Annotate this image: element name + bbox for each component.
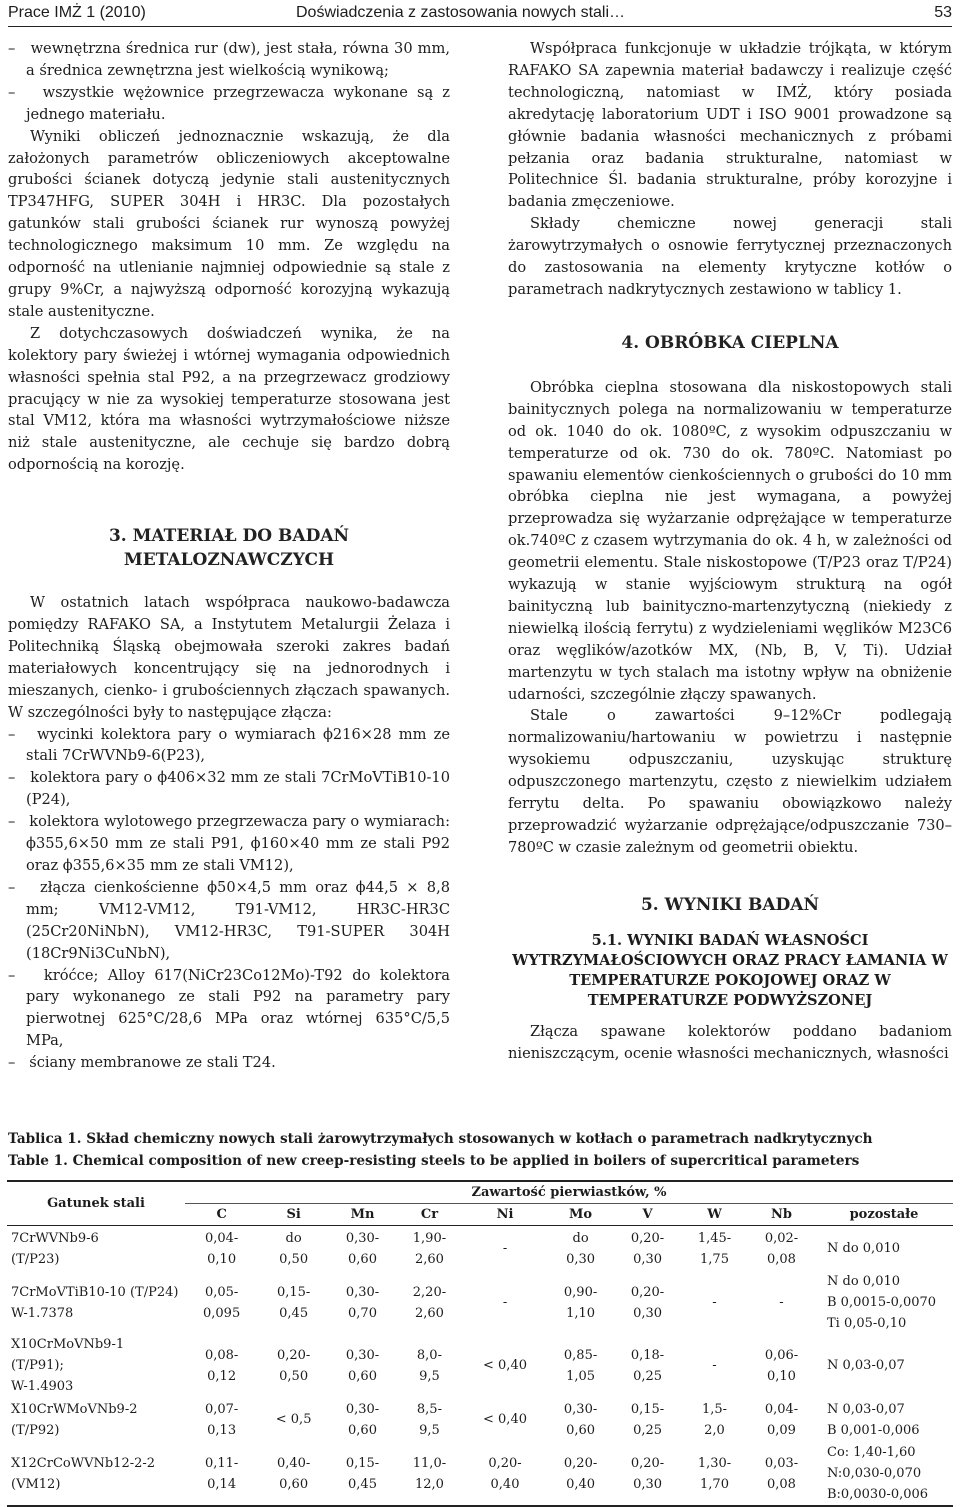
value-cell: < 0,40 bbox=[483, 1358, 527, 1373]
other-elements-cell: N 0,03-0,07 B 0,001-0,006 bbox=[827, 1401, 920, 1438]
value-cell: 0,18- 0,25 bbox=[630, 1347, 665, 1384]
value-cell: 0,04- 0,10 bbox=[204, 1230, 239, 1267]
section-heading: 5. WYNIKI BADAŃ bbox=[640, 894, 820, 915]
table-row bbox=[7, 1397, 953, 1442]
list-item: – ściany membranowe ze stali T24. bbox=[8, 1054, 276, 1072]
column-header: Cr bbox=[396, 1204, 463, 1226]
value-cell: 0,30- 0,60 bbox=[345, 1230, 380, 1267]
value-cell: 0,02- 0,08 bbox=[764, 1230, 799, 1267]
column-header: Ni bbox=[463, 1204, 547, 1226]
value-cell: 1,90- 2,60 bbox=[412, 1230, 447, 1267]
value-cell: - bbox=[712, 1295, 717, 1310]
subsection-heading: 5.1. WYNIKI BADAŃ WŁASNOŚCI WYTRZYMAŁOŚCIOWYCH ORAZ PRACY ŁAMANIA W TEMPERATURZE POKOJOWEJ ORAZ W TEMPERATURZE PODWYŻSZONEJ bbox=[512, 931, 948, 1009]
other-elements-cell: N 0,03-0,07 bbox=[827, 1358, 905, 1373]
grade-cell: 7CrWVNb9-6 (T/P23) bbox=[11, 1230, 99, 1267]
value-cell: 0,30- 0,60 bbox=[345, 1347, 380, 1384]
paragraph: Obróbka cieplna stosowana dla niskostopowych stali bainitycznych polega na normalizowaniu w temperaturze od ok. 1040 do ok. 1080ºC, z wysokim odpuszczaniu w temperaturze od ok. 730 do ok. 780ºC. Natomiast po spawaniu elementów cienkościennych o grubości do 10 mm obróbka cieplna nie jest wymagana, a powyżej przeprowadza się wyżarzanie odprężające w temperaturze ok.740ºC z czasem wytrzymania do ok. 4 h, w zależności od geometrii elementu. Stale niskostopowe (T/P23 oraz T/P24) wykazują w stanie wyjściowym strukturą na ogół bainityczną lub bainityczno-martenzytyczną (niekiedy z niewielką ilością ferrytu) z wydzieleniami węglików M23C6 oraz węglików/azotków MX, (Nb, B, V, Ti). Udział martenzytu w tych stalach ma istotny wpływ na obniżenie udarności, szczególnie złączy spawanych. bbox=[508, 378, 952, 703]
list-item: – kolektora wylotowego przegrzewacza pary o wymiarach: ϕ355,6×50 mm ze stali P91, ϕ160×40 mm ze stali P92 oraz ϕ355,6×35 mm ze stali VM12), bbox=[8, 813, 450, 874]
grade-cell: X10CrWMoVNb9-2 (T/P92) bbox=[11, 1401, 138, 1438]
value-cell: 0,30- 0,60 bbox=[345, 1401, 380, 1438]
paragraph: Współpraca funkcjonuje w układzie trójkąta, w którym RAFAKO SA zapewnia materiał badawczy i realizuje część technologiczną, natomiast w IMŻ, który posiada akredytację laboratorium UDT i ISO 9001 prowadzone są głównie badania własności mechanicznych z próbami pełzania oraz badania strukturalne, natomiast w Politechnice Śl. badania strukturalne, próby korozyjne i badania zmęczeniowe. bbox=[508, 40, 952, 211]
value-cell: 0,04- 0,09 bbox=[764, 1401, 799, 1438]
running-header bbox=[8, 4, 952, 26]
left-column bbox=[8, 38, 450, 1074]
list-item: – wewnętrzna średnica rur (dw), jest stała, równa 30 mm, a średnica zewnętrzna jest wielkością wynikową; bbox=[8, 40, 451, 79]
value-cell: 1,45- 1,75 bbox=[697, 1230, 732, 1267]
value-cell: - bbox=[502, 1295, 508, 1310]
column-header: Mn bbox=[329, 1204, 396, 1226]
value-cell: 2,20- 2,60 bbox=[412, 1284, 447, 1321]
value-cell: 0,11- 0,14 bbox=[185, 1442, 258, 1506]
value-cell: 0,20- 0,30 bbox=[630, 1230, 665, 1267]
right-column bbox=[508, 38, 952, 1065]
value-cell: 8,0- 9,5 bbox=[416, 1347, 442, 1384]
value-cell: 0,15- 0,45 bbox=[276, 1284, 311, 1321]
journal-issue: Prace IMŻ 1 (2010) bbox=[8, 4, 146, 21]
value-cell: 0,06- 0,10 bbox=[764, 1347, 799, 1384]
running-title: Doświadczenia z zastosowania nowych stali… bbox=[296, 4, 626, 21]
value-cell: do 0,30 bbox=[566, 1230, 596, 1267]
section-heading: 3. MATERIAŁ DO BADAŃ METALOZNAWCZYCH bbox=[108, 526, 350, 571]
value-cell: 0,20- 0,40 bbox=[547, 1442, 614, 1506]
column-header: Nb bbox=[748, 1204, 815, 1226]
grade-cell: X10CrMoVNb9-1 (T/P91); W-1.4903 bbox=[11, 1337, 125, 1394]
table-caption-pl: Tablica 1. Skład chemiczny nowych stali żarowytrzymałych stosowanych w kotłach o parametrach nadkrytycznych bbox=[8, 1131, 873, 1147]
grade-cell: 7CrMoVTiB10-10 (T/P24) W-1.7378 bbox=[11, 1284, 179, 1321]
list-item: – króćce; Alloy 617(NiCr23Co12Mo)-T92 do kolektora pary wykonanego ze stali P92 na parametry pary pierwotnej 625°C/28,6 MPa oraz wtórnej 635°C/5,5 MPa, bbox=[8, 966, 451, 1050]
value-cell: - bbox=[712, 1358, 717, 1373]
value-cell: 0,90- 1,10 bbox=[563, 1284, 598, 1321]
value-cell: - bbox=[779, 1295, 784, 1310]
value-cell: 0,30- 0,70 bbox=[345, 1284, 380, 1321]
grade-header: Gatunek stali bbox=[7, 1181, 185, 1226]
paragraph: Wyniki obliczeń jednoznacznie wskazują, że dla założonych parametrów obliczeniowych akceptowalne grubości ścianek dotyczą jedynie stali austenitycznych TP347HFG, SUPER 304H i HR3C. Dla pozostałych gatunków stali grubości ścianek rur wynoszą powyżej technologicznego maksimum 10 mm. Ze względu na odporność na utlenianie najmniej odpowiednie są stale z grupy 9%Cr, a najwyższą odporność korozyjną wykazują stale austenityczne. bbox=[8, 127, 450, 320]
table-row bbox=[7, 1271, 953, 1334]
paragraph: W ostatnich latach współpraca naukowo-badawcza pomiędzy RAFAKO SA, a Instytutem Metalurgii Żelaza i Politechniką Śląską obejmowała szeroki zakres badań materiałowych koncentrujący się na jednorodnych i mieszanych, cienko- i grubościennych złączach spawanych. W szczególności były to następujące złącza: bbox=[8, 594, 450, 721]
value-cell: 1,30- 1,70 bbox=[681, 1442, 748, 1506]
paragraph: Z dotychczasowych doświadczeń wynika, że na kolektory pary świeżej i wtórnej wymagania odpowiednich własności spełnia stal P92, a na przegrzewacz grodziowy pracujący w nie za wysokiej temperaturze stosowana jest stal VM12, która ma własności wytrzymałościowe niższe niż stale austenityczne, ale cechuje się bardzo dobrą odpornością na korozję. bbox=[8, 324, 450, 474]
column-header: pozostałe bbox=[815, 1204, 953, 1226]
value-cell: 0,20- 0,40 bbox=[463, 1442, 547, 1506]
value-cell: < 0,5 bbox=[275, 1412, 312, 1427]
value-cell: < 0,40 bbox=[483, 1412, 527, 1427]
list-item: – złącza cienkościenne ϕ50×4,5 mm oraz ϕ44,5 × 8,8 mm; VM12-VM12, T91-VM12, HR3C-HR3C (25Cr20NiNbN), VM12-HR3C, T91-SUPER 304H (18Cr9Ni3CuNbN), bbox=[8, 878, 450, 962]
other-elements-cell: N do 0,010 B 0,0015-0,0070 Ti 0,05-0,10 bbox=[827, 1274, 937, 1331]
value-cell: 0,30- 0,60 bbox=[563, 1401, 598, 1438]
value-cell: 8,5- 9,5 bbox=[416, 1401, 442, 1438]
table-captions bbox=[8, 1128, 952, 1172]
value-cell: do 0,50 bbox=[279, 1230, 309, 1267]
list-item: – kolektora pary o ϕ406×32 mm ze stali 7CrMoVTiB10-10 (P24), bbox=[8, 769, 451, 809]
value-cell: 0,15- 0,45 bbox=[329, 1442, 396, 1506]
value-cell: 0,20- 0,50 bbox=[276, 1347, 311, 1384]
value-cell: 0,03- 0,08 bbox=[748, 1442, 815, 1506]
value-cell: 0,20- 0,30 bbox=[630, 1284, 665, 1321]
value-cell: 1,5- 2,0 bbox=[701, 1401, 728, 1438]
column-header: V bbox=[614, 1204, 681, 1226]
value-cell: 0,07- 0,13 bbox=[204, 1401, 239, 1438]
other-elements-cell: N do 0,010 bbox=[827, 1241, 901, 1256]
section-heading: 4. OBRÓBKA CIEPLNA bbox=[621, 332, 839, 353]
column-header: C bbox=[185, 1204, 258, 1226]
value-cell: 0,08- 0,12 bbox=[204, 1347, 239, 1384]
grade-cell: X12CrCoWVNb12-2-2 (VM12) bbox=[7, 1442, 185, 1506]
paragraph: Złącza spawane kolektorów poddano badaniom nieniszczącym, ocenie własności mechanicznych, własności bbox=[508, 1022, 952, 1062]
value-cell: 0,05- 0,095 bbox=[203, 1284, 241, 1321]
value-cell: 0,20- 0,30 bbox=[614, 1442, 681, 1506]
composition-table bbox=[7, 1180, 953, 1507]
other-elements-cell: Co: 1,40-1,60 N:0,030-0,070 B:0,0030-0,006 bbox=[815, 1442, 953, 1506]
column-header: Mo bbox=[547, 1204, 614, 1226]
value-cell: 0,40- 0,60 bbox=[258, 1442, 329, 1506]
table-caption-en: Table 1. Chemical composition of new creep-resisting steels to be applied in boilers of supercritical parameters bbox=[8, 1153, 860, 1169]
value-cell: - bbox=[502, 1241, 508, 1256]
value-cell: 0,85- 1,05 bbox=[563, 1347, 598, 1384]
header-rule bbox=[8, 26, 952, 27]
table-row bbox=[7, 1226, 953, 1272]
paragraph: Stale o zawartości 9–12%Cr podlegają normalizowaniu/hartowaniu w powietrzu i następnie wysokiemu odpuszczaniu, uzyskując strukturę odpuszczonego martenzytu, często z niewielkim udziałem ferrytu delta. Po spawaniu obowiązkowo należy przeprowadzić wyżarzanie odprężające/odpuszczanie 730–780ºC w czasie zależnym od geometrii obiektu. bbox=[508, 707, 952, 856]
page-number: 53 bbox=[934, 4, 952, 21]
content-header: Zawartość pierwiastków, % bbox=[185, 1181, 953, 1204]
value-cell: 11,0- 12,0 bbox=[396, 1442, 463, 1506]
value-cell: 0,15- 0,25 bbox=[630, 1401, 665, 1438]
paragraph: Składy chemiczne nowej generacji stali żarowytrzymałych o osnowie ferrytycznej przeznaczonych do zastosowania na elementy krytyczne kotłów o parametrach nadkrytycznych zestawiono w tablicy 1. bbox=[508, 215, 952, 298]
table-row bbox=[7, 1334, 953, 1397]
column-header: W bbox=[681, 1204, 748, 1226]
list-item: – wszystkie wężownice przegrzewacza wykonane są z jednego materiału. bbox=[8, 83, 450, 123]
table-row bbox=[7, 1442, 953, 1506]
column-header: Si bbox=[258, 1204, 329, 1226]
list-item: – wycinki kolektora pary o wymiarach ϕ216×28 mm ze stali 7CrWVNb9-6(P23), bbox=[8, 725, 450, 765]
